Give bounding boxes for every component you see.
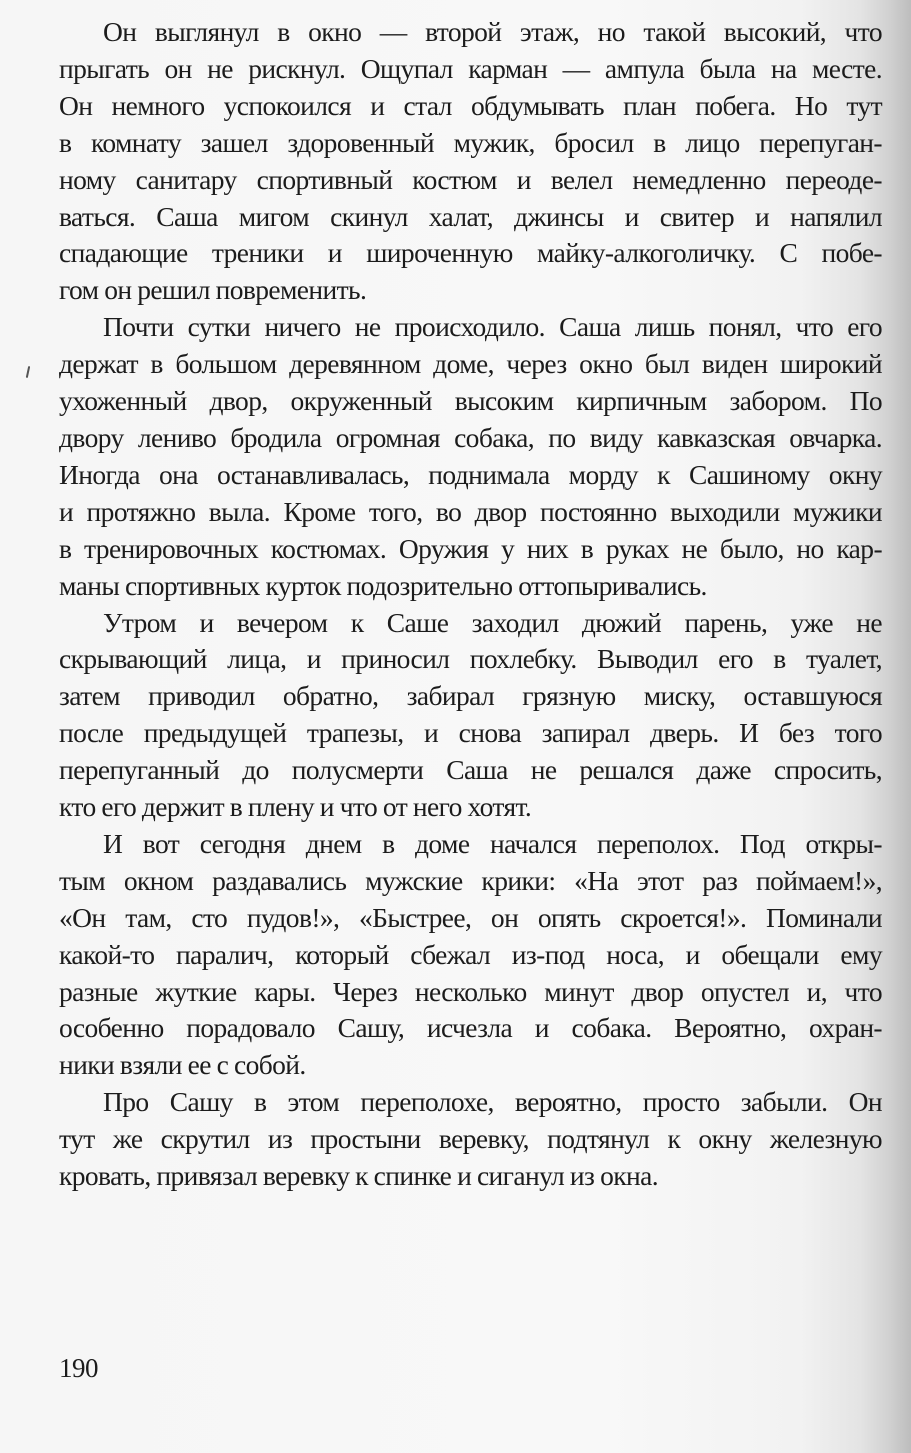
body-text xyxy=(59,14,882,1195)
text-line: прыгать он не рискнул. Ощупал карман — ампула была на месте. xyxy=(59,52,882,84)
margin-pencil-mark xyxy=(26,366,30,378)
text-line: ваться. Саша мигом скинул халат, джинсы и свитер и напялил xyxy=(59,200,882,232)
text-line: тут же скрутил из простыни веревку, подтянул к окну железную xyxy=(59,1123,882,1155)
text-line: затем приводил обратно, забирал грязную миску, оставшуюся xyxy=(59,680,882,712)
text-line: Утром и вечером к Саше заходил дюжий парень, уже не xyxy=(103,606,882,638)
text-line: «Он там, сто пудов!», «Быстрее, он опять скроется!». Поминали xyxy=(59,901,882,933)
text-line: тым окном раздавались мужские крики: «На этот раз поймаем!», xyxy=(59,864,882,896)
text-line: в комнату зашел здоровенный мужик, бросил в лицо перепуган- xyxy=(59,126,882,158)
paragraph-3 xyxy=(59,605,882,826)
text-line: в тренировочных костюмах. Оружия у них в руках не было, но кар- xyxy=(59,532,882,564)
text-line: разные жуткие кары. Через несколько минут двор опустел и, что xyxy=(59,975,882,1007)
text-line: кровать, привязал веревку к спинке и сиганул из окна. xyxy=(59,1160,658,1192)
paragraph-2 xyxy=(59,309,882,604)
text-line: перепуганный до полусмерти Саша не решался даже спросить, xyxy=(59,754,882,786)
text-line: держат в большом деревянном доме, через окно был виден широкий xyxy=(59,348,882,380)
text-line: Почти сутки ничего не происходило. Саша лишь понял, что его xyxy=(103,311,882,343)
text-line: ному санитару спортивный костюм и велел немедленно переоде- xyxy=(59,163,882,195)
text-line: скрывающий лица, и приносил похлебку. Выводил его в туалет, xyxy=(59,643,882,675)
text-line: маны спортивных курток подозрительно оттопыривались. xyxy=(59,569,707,601)
text-line: Он немного успокоился и стал обдумывать план побега. Но тут xyxy=(59,89,882,121)
paragraph-4 xyxy=(59,826,882,1084)
text-line: спадающие треники и широченную майку-алкоголичку. С побе- xyxy=(59,237,882,269)
text-line: Он выглянул в окно — второй этаж, но такой высокий, что xyxy=(103,16,882,47)
paragraph-5 xyxy=(59,1084,882,1195)
paragraph-1 xyxy=(59,14,882,309)
text-line: ухоженный двор, окруженный высоким кирпичным забором. По xyxy=(59,385,882,417)
text-line: после предыдущей трапезы, и снова запирал дверь. И без того xyxy=(59,717,882,749)
text-line: Иногда она останавливалась, поднимала морду к Сашиному окну xyxy=(59,458,882,490)
text-line: двору лениво бродила огромная собака, по виду кавказская овчарка. xyxy=(59,421,882,453)
text-line: гом он решил повременить. xyxy=(59,274,367,306)
text-line: Про Сашу в этом переполохе, вероятно, просто забыли. Он xyxy=(103,1086,882,1118)
text-line: И вот сегодня днем в доме начался переполох. Под откры- xyxy=(103,827,882,859)
text-line: особенно порадовало Сашу, исчезла и собака. Вероятно, охран- xyxy=(59,1012,882,1044)
text-line: и протяжно выла. Кроме того, во двор постоянно выходили мужики xyxy=(59,495,882,527)
text-line: кто его держит в плену и что от него хотят. xyxy=(59,791,532,823)
text-line: ники взяли ее с собой. xyxy=(59,1049,306,1081)
page-number: 190 xyxy=(59,1353,98,1383)
text-line: какой-то паралич, который сбежал из-под носа, и обещали ему xyxy=(59,938,882,970)
